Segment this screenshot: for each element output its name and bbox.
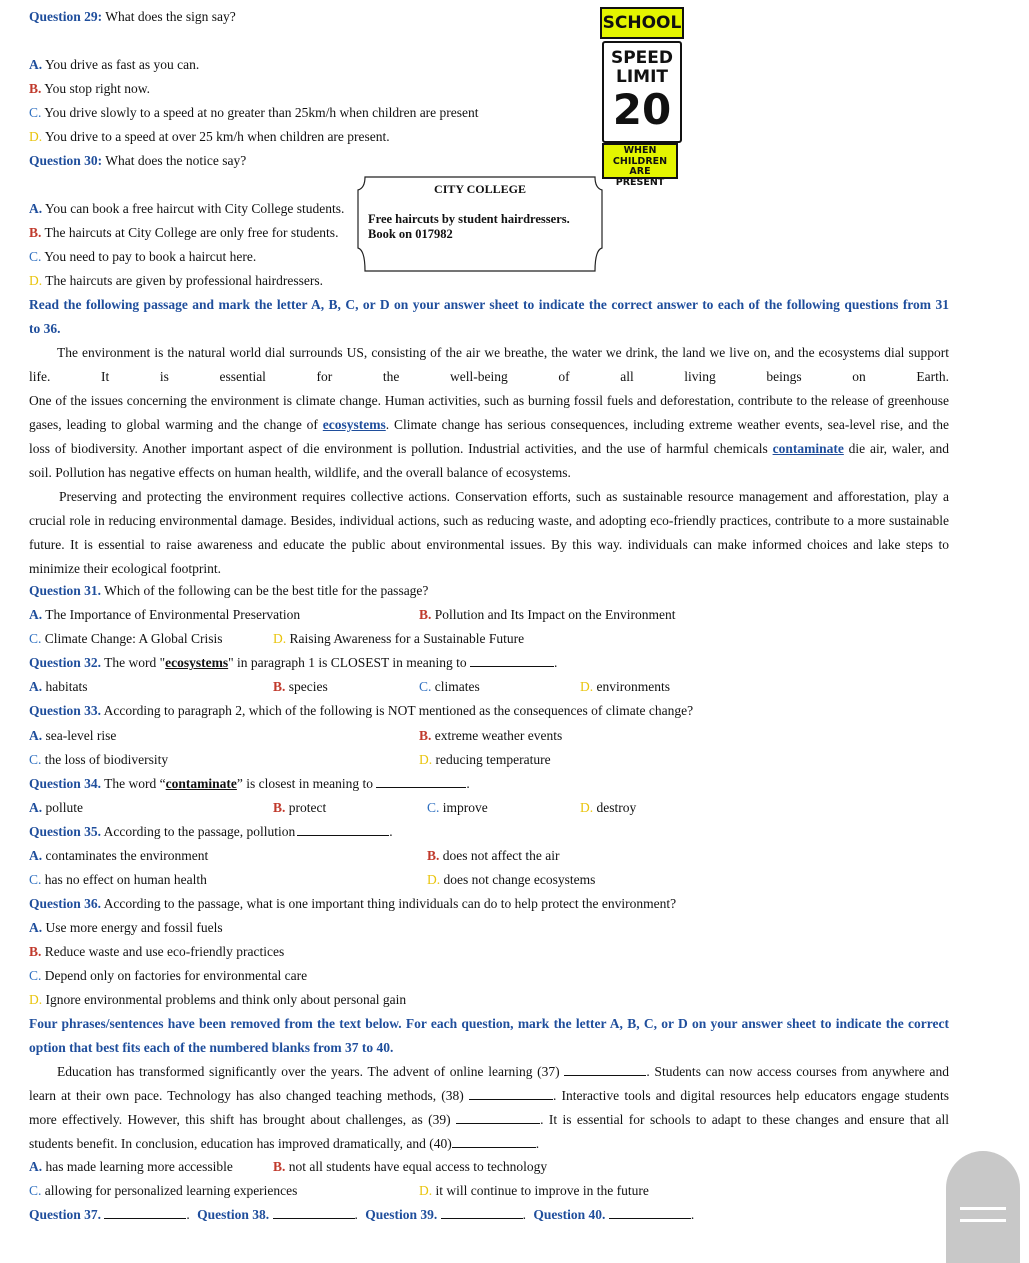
notice-title: CITY COLLEGE [434,182,526,196]
answer-40-blank[interactable] [609,1206,691,1219]
notice-line2: Book on 017982 [368,227,453,241]
sign-number: 20 [612,85,672,134]
sign-speed-panel [602,41,682,143]
reading-instructions: Read the following passage and mark the letter A, B, C, or D on your answer sheet to indicate the correct answer to each of the following questions from 31 to 36. [29,297,949,336]
q35-option-a[interactable]: A. contaminates the environment [29,848,209,863]
blank-39 [456,1111,540,1124]
q29-option-a[interactable]: A. You drive as fast as you can. [29,57,200,72]
q30-option-d[interactable]: D. The haircuts are given by professional hairdressers. [29,273,324,288]
q29-label: Question 29: [29,9,103,24]
q34-option-a[interactable]: A. pollute [29,800,83,815]
q29-stem [29,8,236,26]
q33-option-c[interactable]: C. the loss of biodiversity [29,752,169,767]
q32-option-d[interactable]: D. environments [580,679,670,694]
reading-passage: The environment is the natural world dial surrounds US, consisting of the air we breathe, the water we drink, the land we live on, and the ecosystems dial support life. It is essential for the well-being of all living beings on Earth. One of the issues concerning the environment is climate change. Human activities, such as burning fossil fuels and deforestation, contribute to the release of greenhouse gases, leading to global warming and the change of ecosystems. Climate change has serious consequences, including extreme weather events, sea-level rise, and the loss of biodiversity. Another important aspect of die environment is pollution. Industrial activities, and the use of harmful chemicals contaminate die air, waler, and soil. Pollution has negative effects on human health, wildlife, and the overall balance of ecosystems. Preserving and protecting the environment requires collective actions. Conservation efforts, such as sustainable resource management and afforestation, play a crucial role in reducing environmental damage. Besides, individual actions, such as reducing waste, and adopting eco-friendly practices, contribute to a more sustainable future. It is essential to raise awareness and educate the public about environmental issues. By this way. individuals can make informed choices and lake steps to minimize their ecological footprint. [29,345,950,576]
sign-when-panel: WHEN CHILDREN ARE PRESENT [602,143,678,179]
q32-option-b[interactable]: B. species [273,679,328,694]
q31-option-a[interactable]: A. The Importance of Environmental Preservation [29,607,301,622]
q30-label: Question 30: [29,153,103,168]
q30-text: What does the notice say? [105,153,247,168]
q31-stem: Question 31. Which of the following can be the best title for the passage? [29,583,429,598]
q36-option-b[interactable]: B. Reduce waste and use eco-friendly practices [29,944,285,959]
answer-row: Question 37. . Question 38. . Question 39. . Question 40. . [29,1207,695,1222]
q32-option-c[interactable]: C. climates [419,679,480,694]
q34-option-c[interactable]: C. improve [427,800,488,815]
q36-option-d[interactable]: D. Ignore environmental problems and think only about personal gain [29,992,407,1007]
q31-option-d[interactable]: D. Raising Awareness for a Sustainable Future [273,631,525,646]
q36-option-c[interactable]: C. Depend only on factories for environmental care [29,968,308,983]
q29-option-c[interactable]: C. You drive slowly to a speed at no greater than 25km/h when children are present [29,105,479,120]
notice-line1: Free haircuts by student hairdressers. [368,212,570,226]
school-speed-sign [600,7,684,188]
q33-option-a[interactable]: A. sea-level rise [29,728,117,743]
q32-stem: Question 32. The word "ecosystems" in paragraph 1 is CLOSEST in meaning to . [29,655,558,670]
q36-stem: Question 36. According to the passage, what is one important thing individuals can do to help protect the environment? [29,896,677,911]
q33-option-b[interactable]: B. extreme weather events [419,728,563,743]
menu-icon [960,1207,1006,1222]
cloze-option-b[interactable]: B. not all students have equal access to technology [273,1159,548,1174]
q36-option-a[interactable]: A. Use more energy and fossil fuels [29,920,223,935]
answer-39-blank[interactable] [441,1206,523,1219]
blank-38 [469,1087,553,1100]
sign-school-panel: SCHOOL [600,7,684,39]
q31-option-b[interactable]: B. Pollution and Its Impact on the Environment [419,607,676,622]
keyword-ecosystems: ecosystems [322,417,386,432]
blank-37 [564,1063,646,1076]
q30-option-a[interactable]: A. You can book a free haircut with City College students. [29,201,345,216]
city-college-notice [357,176,603,272]
q33-stem: Question 33. According to paragraph 2, which of the following is NOT mentioned as the consequences of climate change? [29,703,694,718]
q29-option-b[interactable]: B. You stop right now. [29,81,151,96]
q34-option-b[interactable]: B. protect [273,800,327,815]
q31-option-c[interactable]: C. Climate Change: A Global Crisis [29,631,223,646]
blank-40 [452,1135,536,1148]
q29-text: What does the sign say? [105,9,236,24]
cloze-passage: Education has transformed significantly over the years. The advent of online learning (37) . Students can now access courses from anywhere and learn at their own pace. Technology has also changed teaching methods, (38) . Interactive tools and digital resources help educators engage students more effectively. However, this shift has brought about challenges, as (39) . It is essential for schools to adapt to these changes and ensure that all students benefit. In conclusion, education has improved dramatically, and (40) . [29,1064,950,1151]
q29-option-d[interactable]: D. You drive to a speed at over 25 km/h when children are present. [29,129,390,144]
answer-38-blank[interactable] [273,1206,355,1219]
cloze-instructions: Four phrases/sentences have been removed from the text below. For each question, mark the letter A, B, C, or D on your answer sheet to indicate the correct option that best fits each of the numbered blanks from 37 to 40. [29,1016,949,1055]
q35-option-b[interactable]: B. does not affect the air [427,848,560,863]
q30-option-b[interactable]: B. The haircuts at City College are only free for students. [29,225,339,240]
q34-stem: Question 34. The word “contaminate” is closest in meaning to . [29,776,470,791]
q35-stem: Question 35. According to the passage, pollution . [29,824,393,839]
answer-37-blank[interactable] [104,1206,186,1219]
cloze-option-c[interactable]: C. allowing for personalized learning experiences [29,1183,298,1198]
q35-option-c[interactable]: C. has no effect on human health [29,872,207,887]
q32-option-a[interactable]: A. habitats [29,679,88,694]
q33-option-d[interactable]: D. reducing temperature [419,752,551,767]
cloze-option-a[interactable]: A. has made learning more accessible [29,1159,233,1174]
q35-option-d[interactable]: D. does not change ecosystems [427,872,596,887]
q30-stem [29,152,246,170]
sign-limit-text: LIMIT [616,67,668,87]
q34-option-d[interactable]: D. destroy [580,800,637,815]
floating-menu-button[interactable] [946,1151,1020,1263]
cloze-option-d[interactable]: D. it will continue to improve in the future [419,1183,649,1198]
sign-speed-text: SPEED [610,48,674,68]
keyword-contaminate: contaminate [772,441,844,456]
q30-option-c[interactable]: C. You need to pay to book a haircut here. [29,249,257,264]
